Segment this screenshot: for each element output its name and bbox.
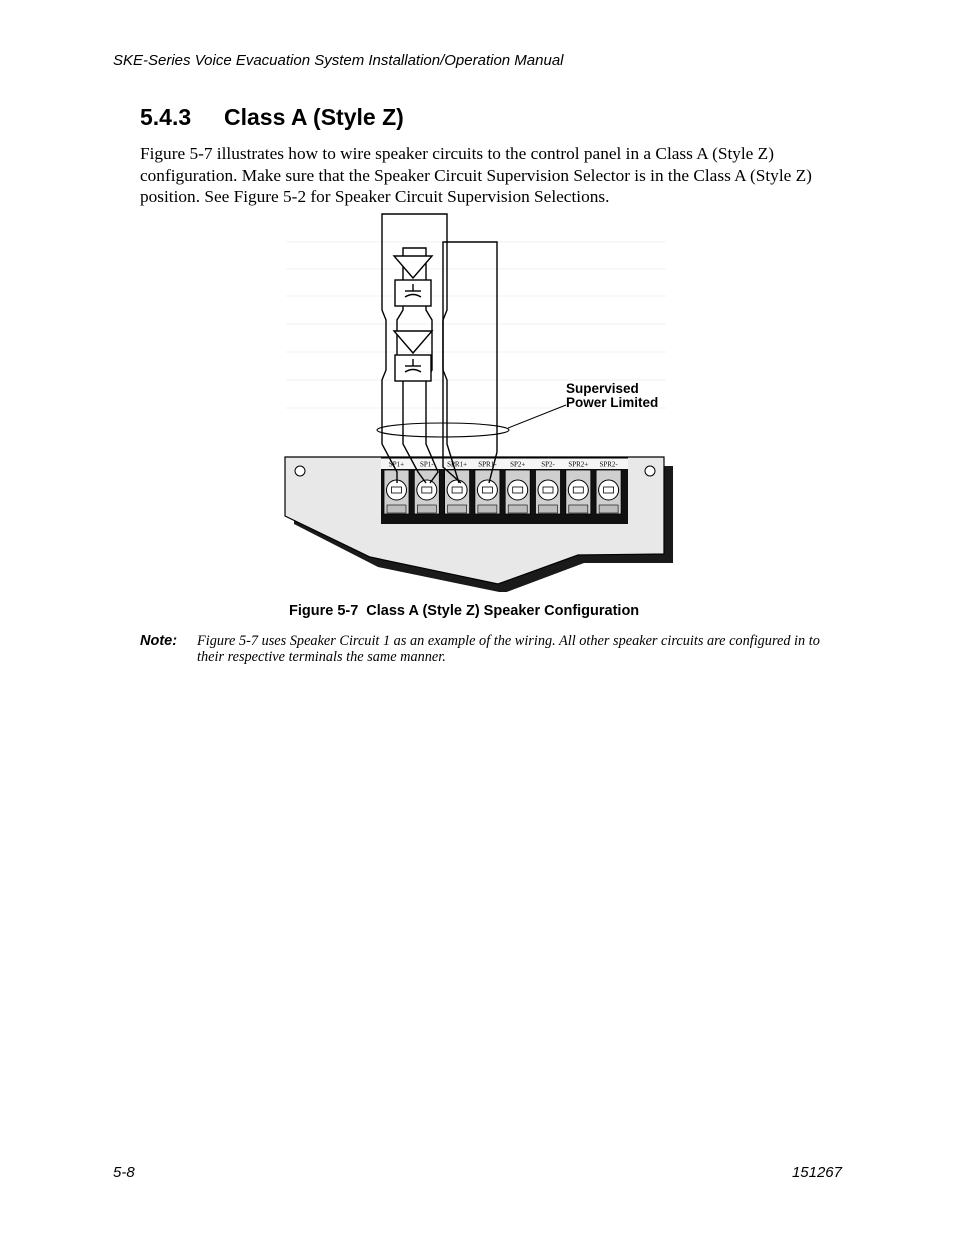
terminal-clamp: [417, 505, 436, 513]
caption-title: Class A (Style Z) Speaker Configuration: [366, 603, 640, 619]
terminal-clamp: [448, 505, 467, 513]
screw-slot: [513, 487, 523, 493]
body-paragraph: Figure 5-7 illustrates how to wire speaker circuits to the control panel in a Class A (Style Z) configuration. Make sure that the Speaker Circuit Supervision Selector is in the Class A (Style Z) position. See Figure 5-2 for Speaker Circuit Supervision Selections.: [140, 144, 812, 206]
wire-loop-outer: [382, 214, 459, 483]
terminal-label: SP2+: [510, 460, 526, 469]
terminal-clamp: [478, 505, 497, 513]
page-number: 5-8: [113, 1164, 135, 1181]
wiring: [382, 214, 497, 483]
terminal-strip-label-band: [381, 458, 628, 469]
wire-loop-return: [443, 242, 497, 483]
running-header: SKE-Series Voice Evacuation System Installation/Operation Manual: [113, 52, 564, 69]
note-text: Figure 5-7 uses Speaker Circuit 1 as an example of the wiring. All other speaker circuits are configured in to their respective terminals the same manner.: [197, 633, 820, 665]
terminal-clamp: [599, 505, 618, 513]
screw-slot: [604, 487, 614, 493]
screw-slot: [392, 487, 402, 493]
label-power-limited: Power Limited: [566, 395, 659, 410]
speaker-2: [394, 331, 432, 381]
section-title: [140, 104, 404, 131]
terminal-label: SP1-: [419, 460, 434, 469]
label-supervised: Supervised: [566, 381, 639, 396]
terminal-label: SP2-: [541, 460, 555, 469]
mounting-hole-left: [295, 466, 305, 476]
document-number: 151267: [791, 1164, 842, 1181]
figure-caption: [289, 603, 639, 619]
terminal-label: SPR2-: [599, 460, 618, 469]
terminal-label: SPR1-: [478, 460, 497, 469]
screw-slot: [422, 487, 432, 493]
terminal-clamp: [508, 505, 527, 513]
screw-slot: [573, 487, 583, 493]
terminal-clamp: [539, 505, 558, 513]
screw-slot: [452, 487, 462, 493]
mounting-hole-right: [645, 466, 655, 476]
terminal-clamp: [387, 505, 406, 513]
terminal-label: SPR1+: [447, 460, 468, 469]
screw-slot: [543, 487, 553, 493]
terminal-label: SP1+: [388, 460, 405, 469]
wiring-figure: [276, 212, 676, 592]
caption-number: Figure 5-7: [289, 603, 359, 619]
terminal-clamp: [569, 505, 588, 513]
note-label: Note:: [140, 633, 178, 649]
section-heading: Class A (Style Z): [224, 104, 404, 130]
section-number: 5.4.3: [140, 104, 192, 130]
screw-slot: [482, 487, 492, 493]
speaker-1: [394, 256, 432, 306]
terminal-label: SPR2+: [568, 460, 589, 469]
